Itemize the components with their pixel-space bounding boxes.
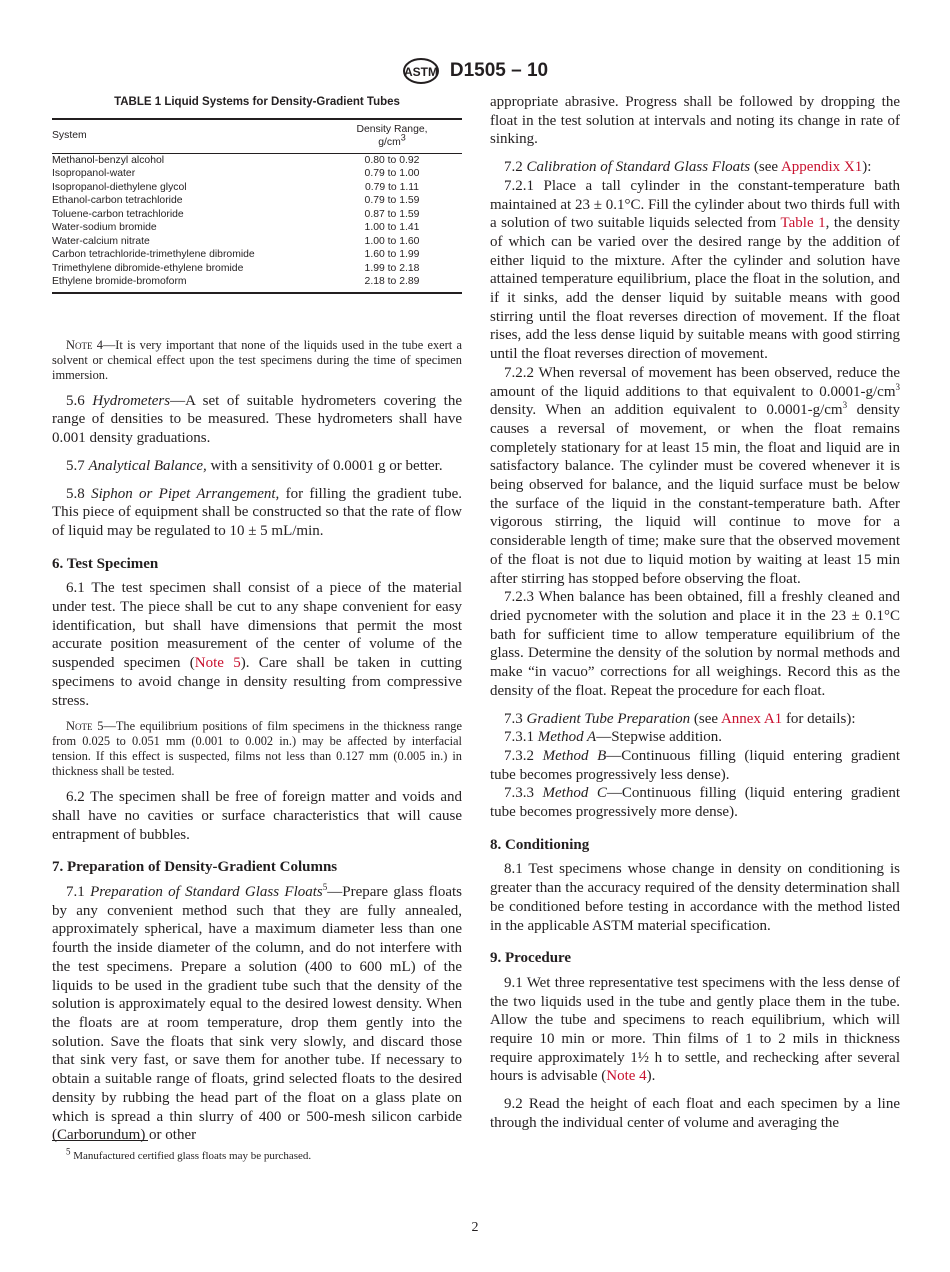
text-run: 9.1 Wet three representative test specimens with the less dense of the two liquids used in the tube and gently place them in the tube. Allow the tube and specimens to reach equilibrium, which will require 10 min or more. Thin films of 1 to 2 mils in thickness require approximately 1½ h to settle, and rechecking after several hours is advisable ( [490,974,900,1085]
paragraph [490,710,900,729]
paragraph [490,974,900,1086]
section-heading [52,555,462,574]
system-cell: Water-calcium nitrate [52,235,150,247]
table-row [52,167,462,181]
text-run: 7.2.3 When balance has been obtained, fill a freshly cleaned and dried pycnometer with the solution and place it in the 23 ± 0.1°C bath for sufficient time to allow temperature equilibrium of the glass. Determine the density of the solution by normal methods and make “in vacuo” corrections for all weighings. Record this as the density of the float. Repeat the procedure for each float. [490,589,900,699]
paragraph [490,728,900,747]
density-range-cell: 1.60 to 1.99 [364,249,420,261]
section-heading [490,836,900,855]
text-run: 7.2 [504,159,527,176]
text-run: 6.1 The test specimen shall consist of a piece of the material under test. The piece shall be cut to any shape convenient for easy identification, but shall have dimensions that permit the most accurate position measurement of the center of volume of the suspended specimen ( [52,580,462,672]
text-run: 7.3.2 [504,747,543,764]
text-run: ). [646,1068,656,1085]
column-header-system: System [52,119,322,154]
text-run: 5.8 [66,485,92,502]
text-run: —Prepare glass floats by any convenient method such that they are fully annealed, approximately spherical, have a maximum diameter less than one fourth the inside diameter of the column, and do not interfere with the test specimens. Prepare a solution (400 to 600 mL) of the liquids to be used in the gradient tube such that the density of the solution is approximately equal to the desired lowest density. When the floats are at room temperature, drop them gently into the solution. Save the floats that sink very slowly, and discard those that sink very fast, or save them for another tube. If necessary to obtain a suitable range of floats, grind selected floats to the desired density by rubbing the head part of the float on a glass plate on which is spread a thin slurry of 400 or 500-mesh silicon carbide (Carborundum) or other [52,884,463,1144]
text-run: 7. Preparation of Density-Gradient Columns [52,859,338,876]
density-range-cell: 0.79 to 1.00 [364,168,420,180]
system-cell: Carbon tetrachloride-trimethylene dibromide [52,249,255,261]
note [52,338,462,383]
text-run: Method C [542,785,607,802]
text-run: 6.2 The specimen shall be free of foreign matter and voids and shall have no cavities or surface characteristics that will cause entrapment of bubbles. [52,789,462,843]
text-run: appropriate abrasive. Progress shall be followed by dropping the float in the test solution at intervals and noting its change in rate of sinking. [490,94,900,148]
text-run: 7.3.3 [504,785,543,802]
table-caption: TABLE 1 Liquid Systems for Density-Gradient Tubes [114,96,400,108]
system-cell: Ethylene bromide-bromoform [52,275,322,293]
text-run: 7.2.2 When reversal of movement has been observed, reduce the amount of the liquid additions to that equivalent to 0.0001-g/cm [490,364,900,400]
system-cell: Methanol-benzyl alcohol [52,154,165,166]
text-run: —The equilibrium positions of film specimens in the thickness range from 0.025 to 0.051 mm (0.001 to 0.002 in.) may be affected by interfacial tension. If this effect is suspected, films not less than 0.127 mm (0.005 in.) in thickness shall be tested. [52,719,462,779]
table-row [52,248,462,262]
section-heading [52,858,462,877]
table-row [52,221,462,235]
text-run: for filling the gradient tube. This piece of equipment shall be constructed so that the rate of flow of liquid may be regulated to 10 ± 5 mL/min. [52,485,463,539]
note [52,719,462,779]
footnote [52,1146,462,1162]
text-run: 7.1 [66,884,91,901]
paragraph [490,588,900,700]
text-run: density causes a reversal of movement, or when the float remains completely stationary for at least 15 min, the float and liquid are in satisfactory balance. The cylinder must be covered whenever it is being observed for balance, and the liquid surface must be below the surface of the liquid in the constant-temperature bath. After vigorous stirring, the liquid will continue to move for a considerable length of time; make sure that the observed movement of the float is not due to liquid motion by waiting at least 15 min after stirring has stopped before observing the float. [490,402,900,587]
text-run: for details): [782,710,856,727]
text-run: 7.2.1 Place a tall cylinder in the constant-temperature bath maintained at 23 ± 0.1°C. Fill the cylinder about two thirds full with a solution of two suitable liquids selected from [490,177,901,232]
paragraph [52,788,462,844]
density-range-cell: 1.99 to 2.18 [364,262,420,274]
text-run: 6. Test Specimen [52,555,159,572]
system-cell: Trimethylene dibromide-ethylene bromide [52,262,244,274]
text-run: with a sensitivity of 0.0001 g or better. [206,457,443,474]
text-run: , the density of which can be varied over the desired range by the addition of either liquid to the mixture. After the cylinder and solution have attained temperature equilibrium, place the float in the solution, and if it sinks, add the denser liquid by suitable means with good stirring until the float reverses direction of movement. If the float rises, add the less dense liquid by suitable means with good stirring until the float reverses direction of movement. [490,215,900,363]
text-run: —Stepwise addition. [596,729,723,746]
table-row [52,275,462,293]
text-run: Hydrometers [92,392,171,409]
text-run: 5.7 [66,457,89,474]
right-column [490,93,900,1142]
text-run: —A set of suitable hydrometers covering the range of densities to be measured. These hydrometers shall have 0.001 density graduations. [52,392,462,447]
text-run: Analytical Balance, [88,457,207,474]
svg-text:ASTM: ASTM [403,65,438,79]
text-run: (see [690,710,721,727]
paragraph [490,784,900,821]
page-header [0,58,950,84]
table-row [52,181,462,195]
text-run: Method A [537,729,597,746]
cross-reference-link[interactable]: Appendix X1 [780,159,863,176]
footnote-text: Manufactured certified glass floats may be purchased. [70,1150,312,1162]
density-range-cell: 0.79 to 1.59 [364,195,420,207]
system-cell: Ethanol-carbon tetrachloride [52,195,183,207]
text-run: 3 [895,381,900,392]
system-cell: Isopropanol-diethylene glycol [52,181,187,193]
density-range-label: Density Range, [356,123,428,135]
table-row [52,208,462,222]
density-range-cell: 1.00 to 1.60 [364,235,420,247]
text-run: density. When an addition equivalent to 0.0001-g/cm [490,402,843,419]
text-run: 7.3 [504,710,527,727]
text-run: 7.3.1 [504,729,538,746]
text-run: Preparation of Standard Glass Floats [90,884,323,901]
density-range-cell: 0.87 to 1.59 [364,208,420,220]
paragraph [52,883,462,1145]
text-run: —Continuous filling (liquid entering gradient tube becomes progressively more dense). [490,785,901,821]
text-run: —Continuous filling (liquid entering gradient tube becomes progressively less dense). [490,747,901,783]
text-run: 9. Procedure [490,950,572,967]
density-range-cell: 2.18 to 2.89 [322,275,462,293]
paragraph [52,579,462,710]
text-run: 5.6 [66,392,93,409]
paragraph [490,158,900,177]
text-run: (see [750,159,781,176]
cross-reference-link[interactable]: Annex A1 [720,710,783,727]
liquid-systems-table [52,118,462,294]
section-heading [490,949,900,968]
table-row [52,153,462,167]
paragraph [52,457,462,476]
table-row [52,262,462,276]
density-range-cell: 0.80 to 0.92 [364,154,420,166]
text-run: Note 5 [66,719,104,734]
footnote-divider [52,1140,148,1141]
text-run: 8.1 Test specimens whose change in density on conditioning is greater than the accuracy required of the density determination shall be conditioned before testing in accordance with the method listed in the applicable ASTM material specification. [490,861,900,934]
text-run: Note 4 [66,337,103,352]
astm-logo-icon [402,58,440,84]
text-run: Gradient Tube Preparation [526,710,691,727]
text-run: 8. Conditioning [490,836,590,853]
paragraph [490,364,900,588]
footnote-mark: 5 [66,1146,71,1157]
cross-reference-link[interactable]: Note 5 [194,655,241,672]
text-run: Calibration of Standard Glass Floats [526,159,751,176]
text-run: 5 [322,882,328,893]
paragraph [52,485,462,541]
text-run: Siphon or Pipet Arrangement, [91,485,280,502]
column-header-density-range [322,119,462,154]
paragraph [52,392,462,448]
text-run: Method B [542,747,607,764]
text-run: ). Care shall be taken in cutting specimens to avoid change in density resulting from compressive stress. [52,655,462,709]
table-row [52,235,462,249]
system-cell: Toluene-carbon tetrachloride [52,208,184,220]
text-run: ): [862,159,872,176]
density-range-unit-exponent: 3 [400,132,406,143]
system-cell: Isopropanol-water [52,168,136,180]
text-run: 3 [842,400,848,411]
paragraph [490,747,900,784]
paragraph [490,93,900,149]
cross-reference-link[interactable]: Table 1 [780,215,826,232]
text-run: 9.2 Read the height of each float and each specimen by a line through the individual center of volume and averaging the [490,1096,900,1131]
paragraph [490,1095,900,1132]
page-number: 2 [471,1220,479,1235]
document-id: D1505 – 10 [449,60,549,81]
density-range-cell: 0.79 to 1.11 [364,181,420,193]
paragraph [490,860,900,935]
text-run: —It is very important that none of the liquids used in the tube exert a solvent or chemical effect upon the test specimens during the time of specimen immersion. [52,337,462,382]
system-cell: Water-sodium bromide [52,222,157,234]
table-row [52,194,462,208]
density-range-unit: g/cm [378,137,401,149]
cross-reference-link[interactable]: Note 4 [606,1068,647,1085]
density-range-cell: 1.00 to 1.41 [364,222,420,234]
paragraph [490,177,900,364]
